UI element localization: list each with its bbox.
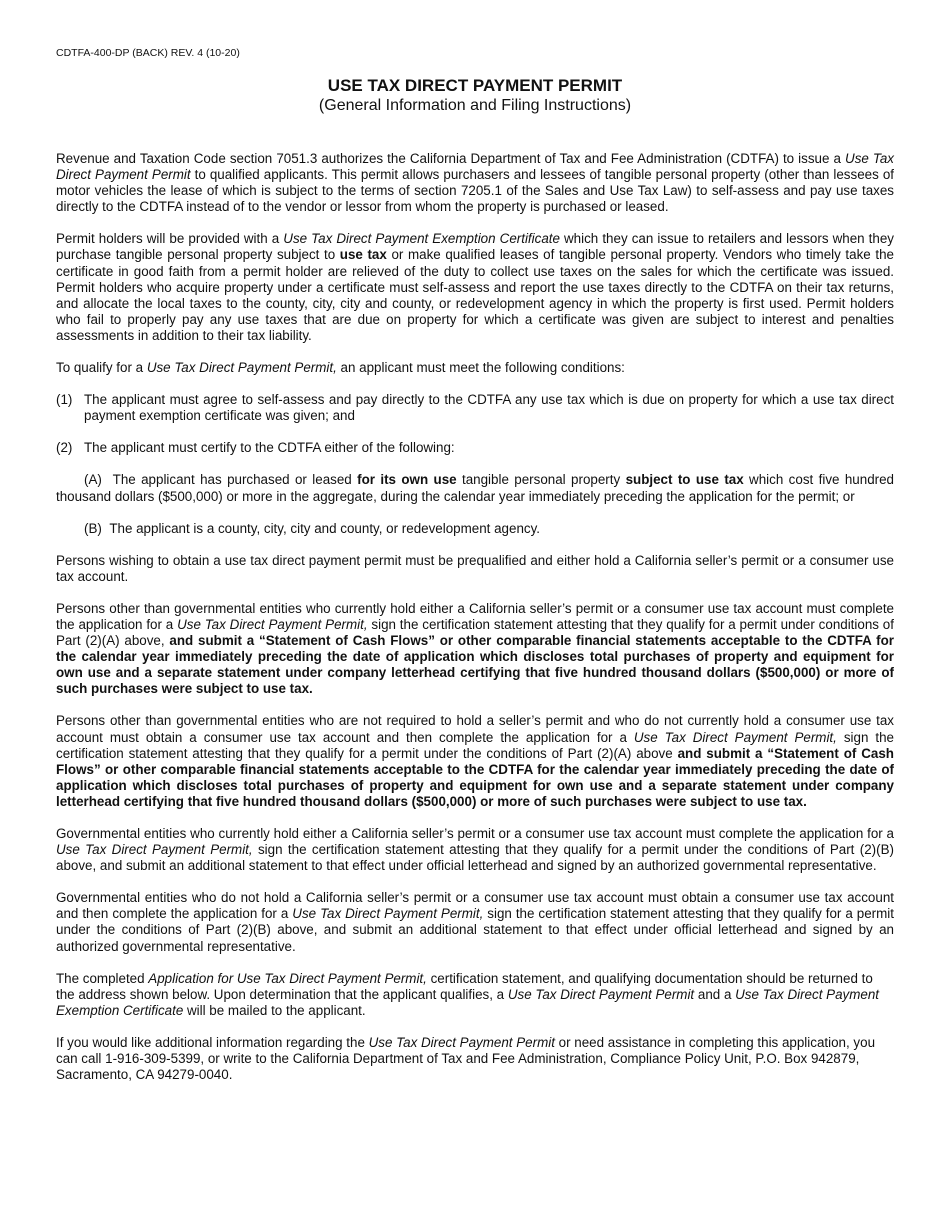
intro-paragraph: Revenue and Taxation Code section 7051.3 authorizes the California Department of Tax and Fee Administration (CDTFA) to issue a Use Tax Direct Payment Permit to qualified applicants. This permit allows purchasers and lessees of tangible personal property (other than lessees of motor vehicles the lease of which is subject to the terms of section 7205.1 of the Sales and Use Tax Law) to self-assess and pay use taxes directly to the CDTFA instead of to the vendor or lessor from whom the property is purchased or leased. <box>56 151 894 215</box>
condition-item-2a: (A) The applicant has purchased or leased for its own use tangible personal property subject to use tax which cost five hundred thousand dollars ($500,000) or more in the aggregate, during the calendar year immediately preceding the application for the permit; or <box>56 472 894 504</box>
page-subtitle: (General Information and Filing Instructions) <box>318 97 632 114</box>
gov-no-permit-paragraph: Governmental entities who do not hold a California seller’s permit or a consumer use tax account must obtain a consumer use tax account and then complete the application for a Use Tax Direct Payment Permit, sign the certification statement attesting that they qualify for a permit under the conditions of Part (2)(B) above, and submit an additional statement to that effect under official letterhead and signed by an authorized governmental representative. <box>56 890 894 954</box>
form-id: CDTFA-400-DP (BACK) REV. 4 (10-20) <box>56 47 240 59</box>
nongov-permit-holders-paragraph: Persons other than governmental entities who currently hold either a California seller’s permit or a consumer use tax account must complete the application for a Use Tax Direct Payment Permit, sign the certification statement attesting that they qualify for a permit under conditions of Part (2)(A) above, and submit a “Statement of Cash Flows” or other comparable financial statements acceptable to the CDTFA for the calendar year immediately preceding the date of application which discloses total purchases of property and equipment for own use and a separate statement under company letterhead certifying that five hundred thousand dollars ($500,000) or more of such purchases were subject to use tax. <box>56 600 895 697</box>
prequalify-paragraph: Persons wishing to obtain a use tax direct payment permit must be prequalified and either hold a California seller’s permit or a consumer use tax account. <box>56 552 894 584</box>
contact-paragraph: If you would like additional information regarding the Use Tax Direct Payment Permit or need assistance in completing this application, you can call 1-916-309-5399, or write to the California Department of Tax and Fee Administration, Compliance Policy Unit, P.O. Box 942879, Sacramento, CA 94279-0040. <box>56 1034 876 1083</box>
gov-permit-holders-paragraph: Governmental entities who currently hold either a California seller’s permit or a consumer use tax account must complete the application for a Use Tax Direct Payment Permit, sign the certification statement attesting that they qualify for a permit under the conditions of Part (2)(B) above, and submit an additional statement to that effect under official letterhead and signed by an authorized governmental representative. <box>56 826 894 874</box>
document-body <box>56 151 894 1099</box>
condition-item-2: (2) The applicant must certify to the CDTFA either of the following: <box>56 440 455 456</box>
condition-item-2b: (B) The applicant is a county, city, city and county, or redevelopment agency. <box>84 520 541 536</box>
qualify-paragraph: To qualify for a Use Tax Direct Payment Permit, an applicant must meet the following conditions: <box>56 360 625 376</box>
condition-item-1: (1) The applicant must agree to self-assess and pay directly to the CDTFA any use tax which is due on property for which a use tax direct payment exemption certificate was given; and <box>56 392 894 424</box>
completed-application-paragraph: The completed Application for Use Tax Direct Payment Permit, certification statement, and qualifying documentation should be returned to the address shown below. Upon determination that the applicant qualifies, a Use Tax Direct Payment Permit and a Use Tax Direct Payment Exemption Certificate will be mailed to the applicant. <box>56 970 879 1018</box>
nongov-no-permit-paragraph: Persons other than governmental entities who are not required to hold a seller’s permit and who do not currently hold a consumer use tax account must obtain a consumer use tax account and then complete the application for a Use Tax Direct Payment Permit, sign the certification statement attesting that they qualify for a permit under the conditions of Part (2)(A) above and submit a “Statement of Cash Flows” or other comparable financial statements acceptable to the CDTFA for the calendar year immediately preceding the date of application which discloses total purchases of property and equipment for own use and a separate statement under company letterhead certifying that five hundred thousand dollars ($500,000) or more of such purchases were subject to use tax. <box>56 713 894 809</box>
page-title: USE TAX DIRECT PAYMENT PERMIT <box>327 76 623 95</box>
permit-holders-paragraph: Permit holders will be provided with a Use Tax Direct Payment Exemption Certificate which they can issue to retailers and lessors when they purchase tangible personal property subject to use tax or make qualified leases of tangible personal property. Vendors who timely take the certificate in good faith from a permit holder are relieved of the duty to collect use taxes on the sales for which the certificate was issued. Permit holders who acquire property under a certificate must self-assess and report the use taxes directly to the CDTFA on their tax returns, and allocate the local taxes to the county, city, city and county, or redevelopment agency in which the property is first used. Permit holders who fail to properly pay any use taxes that are due on property for which a certificate was given are subject to interest and penalties assessments in addition to their tax liability. <box>56 231 894 343</box>
